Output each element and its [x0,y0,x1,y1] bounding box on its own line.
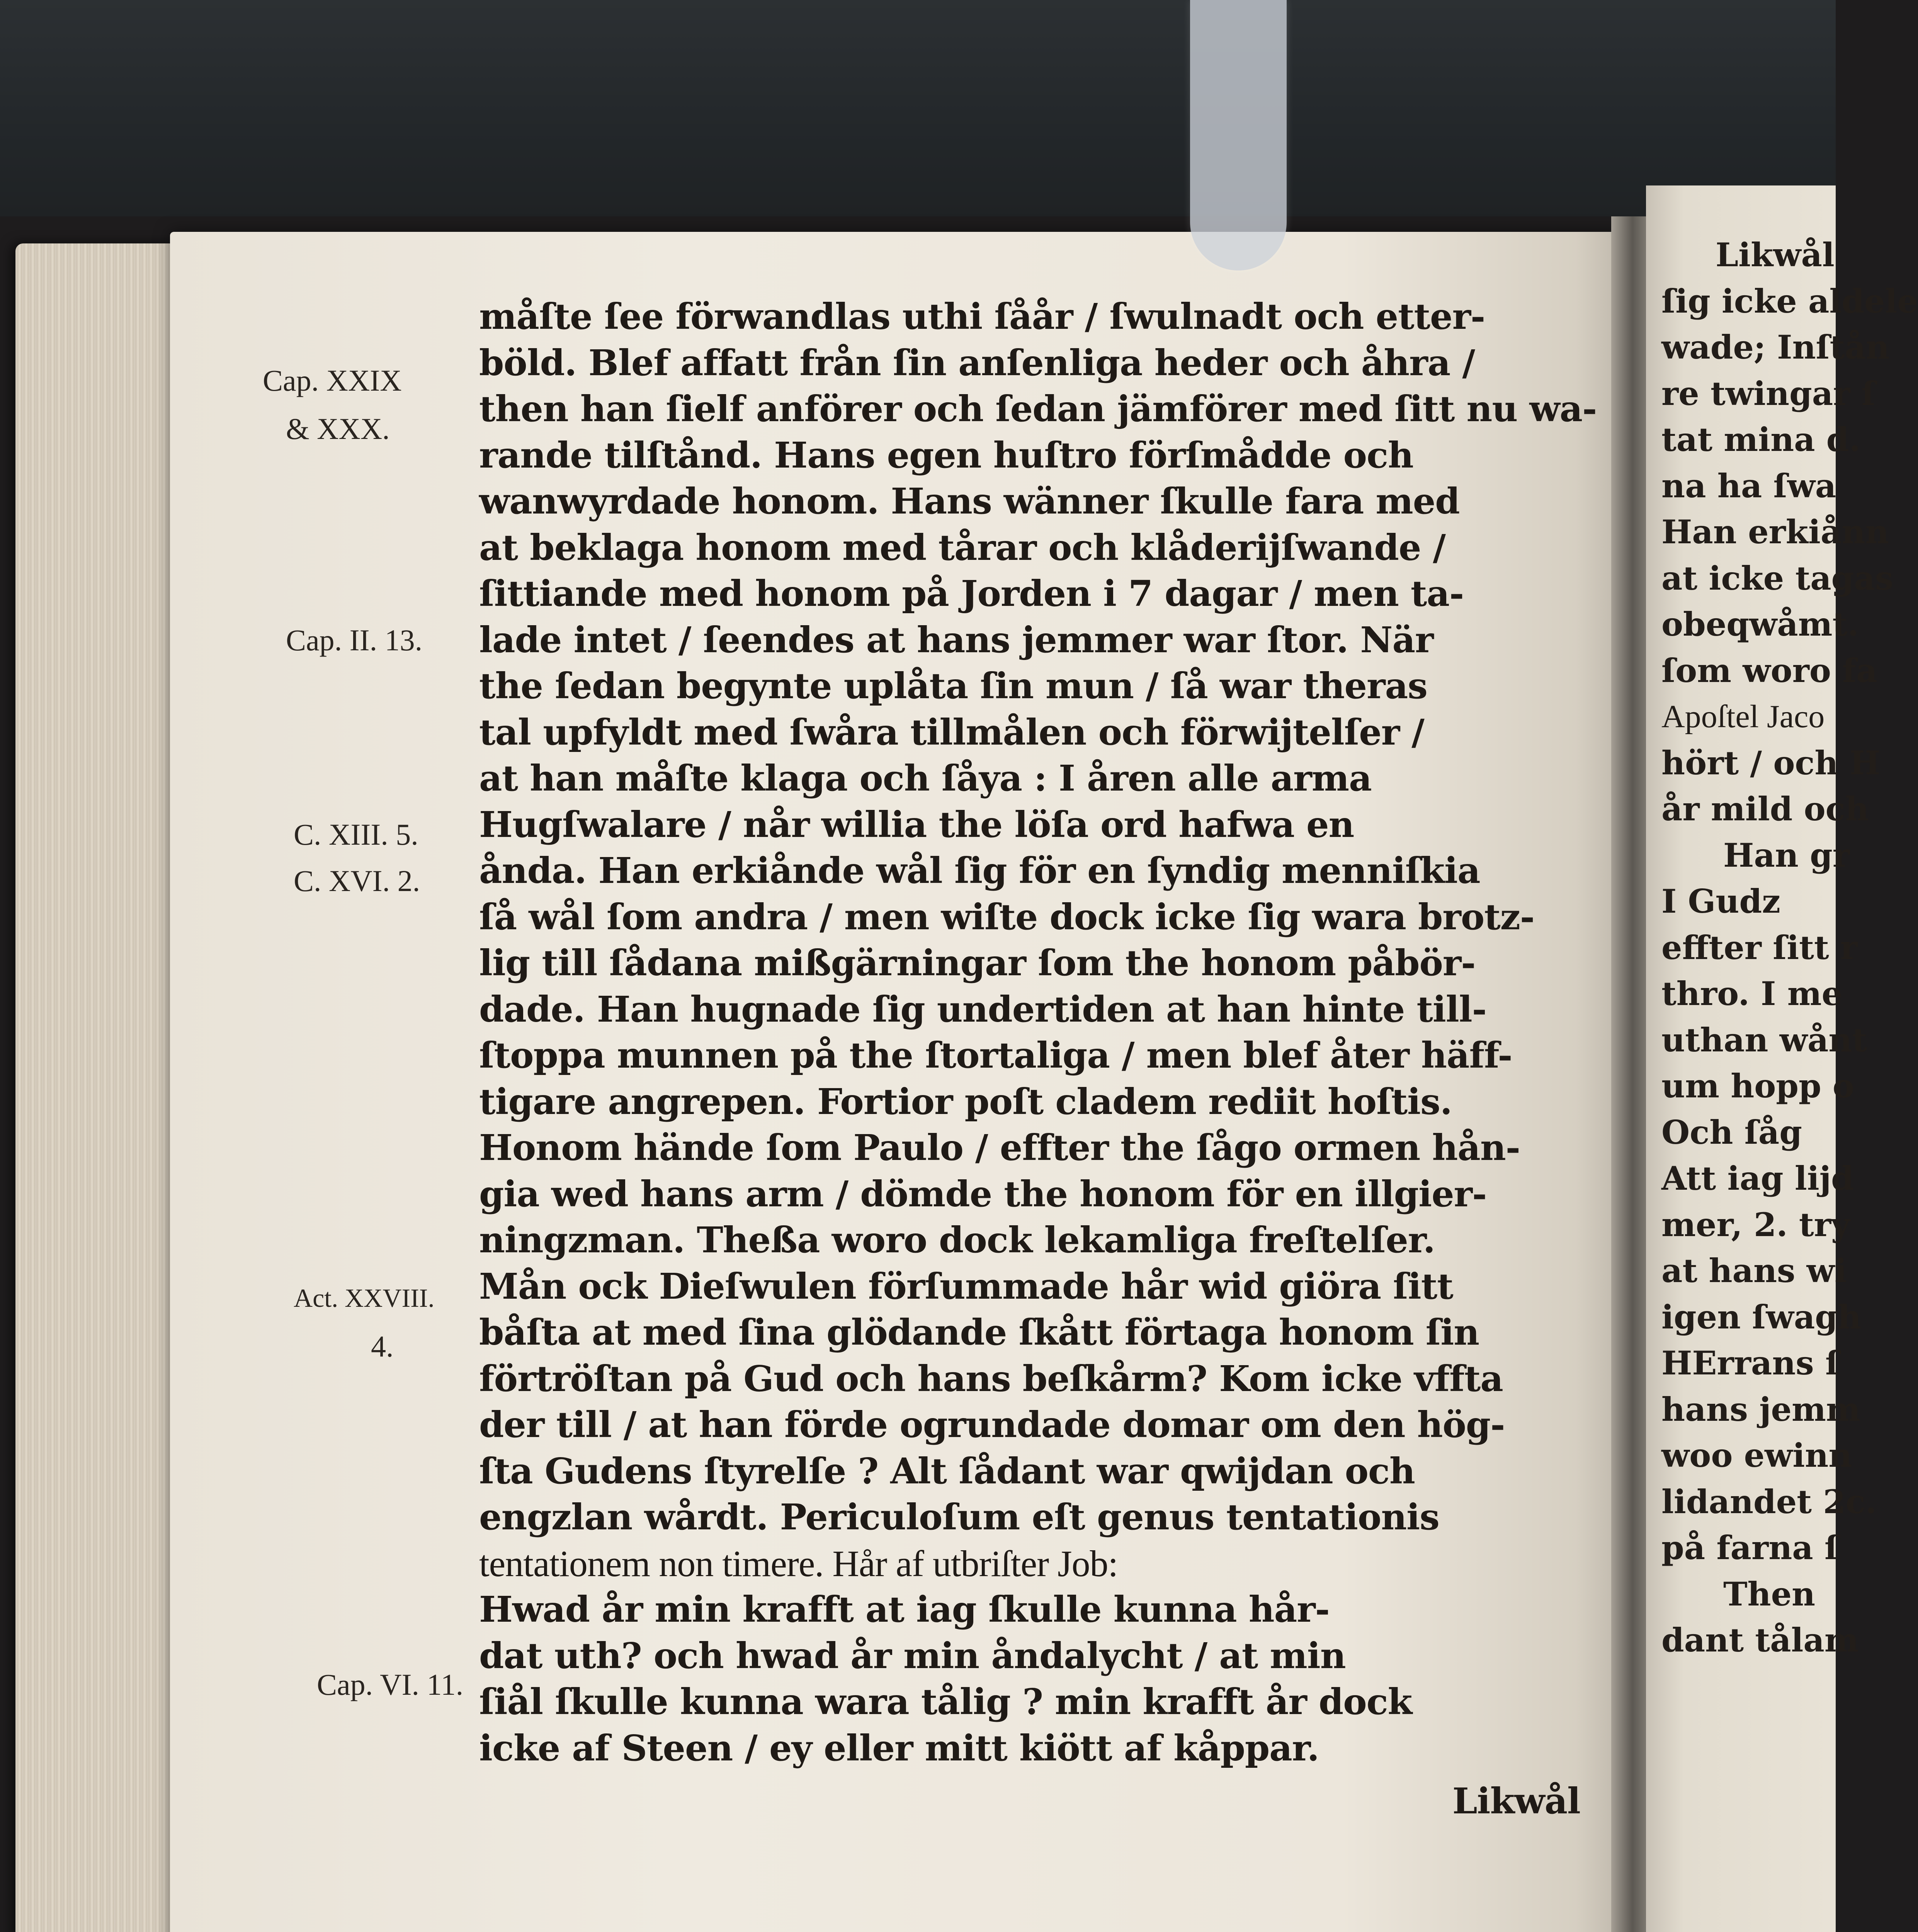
right-page-line: på farna ſ [1661,1529,1839,1567]
margin-note: Cap. VI. 11. [317,1668,464,1701]
right-page-text [1661,232,1918,1663]
text-line: at beklaga honom med tårar och klåderijſwande / [479,526,1446,568]
right-page-line: obeqwåmt. [1661,605,1859,643]
right-page-line: at icke tagas [1661,559,1894,597]
text-line: gia wed hans arm / dömde the honom för en illgier- [479,1173,1487,1215]
right-page-line: I Gudz [1661,882,1780,920]
text-line: båſta at med ſina glödande ſkått förtaga honom ſin [479,1311,1479,1353]
right-page-line: Then [1723,1575,1816,1613]
text-line: ſå wål ſom andra / men wiſte dock icke ſig wara brotz- [479,896,1535,938]
text-line: ſiål ſkulle kunna wara tålig ? min krafft år dock [479,1681,1412,1723]
right-page-line: ſig icke aldele [1661,282,1918,320]
text-line: Honom hände ſom Paulo / effter the ſågo ormen hån- [479,1127,1520,1168]
right-page-line: ſom woro fa [1661,651,1877,690]
catchword: Likwål [1452,1780,1580,1822]
background-top [0,0,1836,216]
right-page-line: mer, 2. try [1661,1205,1850,1244]
right-page-line: uthan wånt [1661,1020,1867,1059]
text-line: Hwad år min krafft at iag ſkulle kunna hår- [479,1588,1330,1630]
page-clip-top [1190,0,1287,270]
right-page-line: lidandet 2c. [1661,1482,1877,1521]
right-page-line: re twingar ſ [1661,374,1875,413]
text-line: ningzman. Theßa woro dock lekamliga freſtelſer. [479,1219,1435,1261]
right-page-line: woo ewinn [1661,1436,1852,1475]
text-line: ſta Gudens ſtyrelſe ? Alt ſådant war qwijdan och [479,1450,1415,1492]
right-page-line: igen ſwagh [1661,1298,1862,1336]
right-page-line: år mild och [1661,790,1869,828]
margin-note: 4. [371,1330,394,1363]
right-page-line: Att iag lijd [1661,1159,1854,1197]
right-page-line: Likwål [1716,236,1835,274]
text-line: förtröſtan på Gud och hans beſkårm? Kom icke vffta [479,1357,1503,1400]
right-page-line: tat mina d. [1661,420,1860,459]
text-line: ſittiande med honom på Jorden i 7 dagar / men ta- [479,573,1464,614]
main-text [479,294,1597,1825]
text-line: tal upfyldt med ſwåra tillmålen och förwijtelſer / [479,711,1424,753]
right-page-line: dant tålam [1661,1621,1859,1659]
right-page-line: Han erkiånn [1661,513,1889,551]
text-line: måſte ſee förwandlas uthi ſåår / ſwulnadt och etter- [479,296,1485,337]
right-page-line: Apoſtel Jaco [1661,699,1825,735]
right-page-line: HErrans ſ [1661,1344,1840,1382]
right-page-line: at hans wi [1661,1252,1847,1290]
margin-note: & XXX. [286,412,390,446]
right-page-line: wade; Inſtån [1661,328,1889,366]
text-line: the ſedan begynte uplåta ſin mun / ſå war theras [479,665,1427,707]
text-line-latin: tentationem non timere. Hår af utbriſter Job: [479,1543,1118,1584]
text-line: der till / at han förde ogrundade domar om den hög- [479,1404,1505,1446]
right-page-line: um hopp o [1661,1067,1855,1105]
text-line: dat uth? och hwad år min åndalycht / at min [479,1634,1346,1677]
margin-note: Cap. II. 13. [286,623,423,657]
text-line: then han ſielf anförer och ſedan jämförer med ſitt nu wa- [479,388,1597,430]
margin-note: C. XIII. 5. [294,818,418,851]
text-line: ånda. Han erkiånde wål ſig för en ſyndig menniſkia [479,850,1480,891]
margin-note: C. XVI. 2. [294,864,420,898]
right-page-line: hört / och H [1661,743,1881,782]
text-line: dade. Han hugnade ſig undertiden at han hinte till- [479,988,1486,1030]
margin-note: Cap. XXIX [263,364,402,397]
right-page-line: hans jemm [1661,1390,1860,1429]
text-line: tigare angrepen. Fortior poſt cladem rediit hoſtis. [479,1080,1452,1122]
right-page-line: effter ſitt r [1661,928,1858,967]
margin-note: Act. XXVIII. [294,1283,435,1313]
right-page-line: thro. I me [1661,975,1843,1013]
text-line: ſtoppa munnen på the ſtortaliga / men blef åter häff- [479,1034,1512,1076]
text-line: engzlan wårdt. Periculoſum eſt genus tentationis [479,1496,1439,1538]
right-page-line: Han gr [1723,836,1850,874]
text-line: böld. Blef affatt från ſin anſenliga heder och åhra / [479,342,1475,384]
text-line: lig till ſådana mißgärningar ſom the honom påbör- [479,942,1476,984]
right-page-line: Och ſåg [1661,1113,1802,1151]
text-line: at han måſte klaga och ſåya : I åren alle arma [479,757,1372,799]
right-page-line: na ha ſwa [1661,466,1836,505]
text-line: Hugſwalare / når willia the löſa ord hafwa en [479,803,1354,845]
text-line: rande tilſtånd. Hans egen huſtro förſmådde och [479,434,1413,476]
page-edges [15,243,178,1932]
text-line: Mån ock Dieſwulen förſummade hår wid giöra ſitt [479,1265,1453,1307]
text-line: lade intet / ſeendes at hans jemmer war ſtor. När [479,619,1433,661]
text-line: wanwyrdade honom. Hans wänner ſkulle fara med [479,480,1460,522]
right-page [1646,185,1918,1932]
text-line: icke af Steen / ey eller mitt kiött af kåppar. [479,1727,1319,1769]
